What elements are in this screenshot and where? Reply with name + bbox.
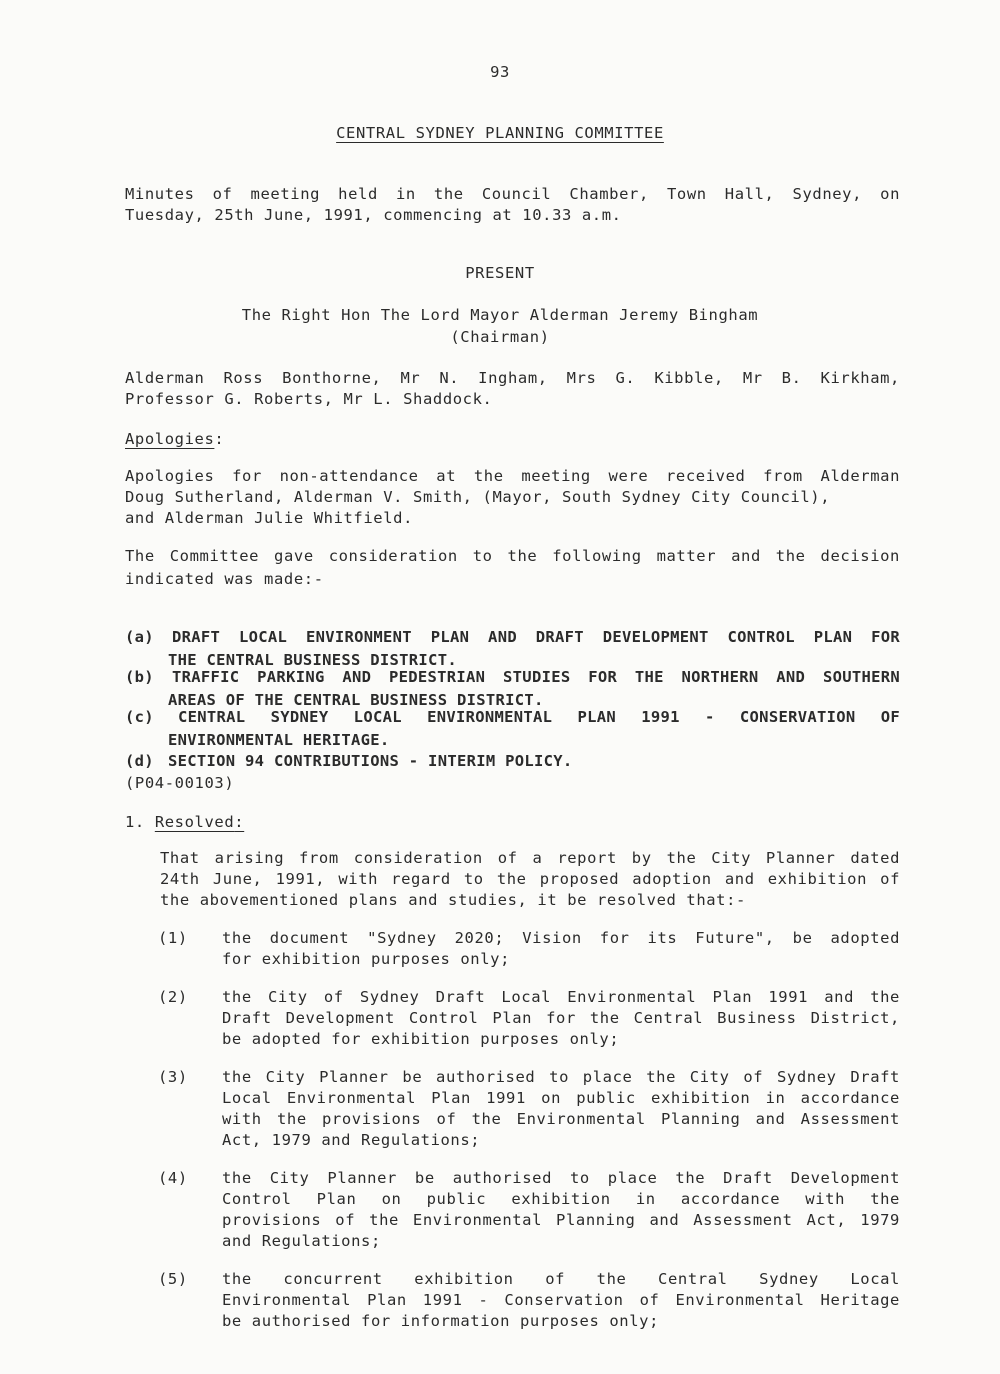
apologies-heading-text: Apologies [125, 430, 215, 448]
matter-c-line-2: ENVIRONMENTAL HERITAGE. [168, 731, 390, 749]
apologies-line-3: and Alderman Julie Whitfield. [125, 509, 414, 527]
intro-line-2: Tuesday, 25th June, 1991, commencing at 10.33 a.m. [125, 206, 622, 224]
consideration-line-1: The Committee gave consideration to the following matter and the decision [125, 547, 900, 565]
present-heading: PRESENT [465, 264, 535, 282]
resolution-item-3-line-1: the City Planner be authorised to place the City of Sydney Draft [222, 1068, 900, 1086]
resolution-item-1-label: (1) [158, 929, 188, 947]
resolution-item-4-line-3: provisions of the Environmental Planning and Assessment Act, 1979 [222, 1211, 900, 1229]
apologies-line-1: Apologies for non-attendance at the meeting were received from Alderman [125, 467, 900, 485]
matter-b-line-2: AREAS OF THE CENTRAL BUSINESS DISTRICT. [168, 691, 544, 709]
apologies-line-2: Doug Sutherland, Alderman V. Smith, (Mayor, South Sydney City Council), [125, 488, 831, 506]
resolution-line-3: the abovementioned plans and studies, it be resolved that:- [160, 891, 746, 909]
resolution-item-5-line-1: the concurrent exhibition of the Central Sydney Local [222, 1270, 900, 1288]
resolution-heading [125, 812, 244, 832]
committee-title [0, 123, 1000, 143]
file-reference: (P04-00103) [125, 774, 235, 792]
resolution-item-1-line-1: the document "Sydney 2020; Vision for its Future", be adopted [222, 929, 900, 947]
consideration-line-2: indicated was made:- [125, 570, 324, 588]
resolution-line-2: 24th June, 1991, with regard to the proposed adoption and exhibition of [160, 870, 900, 888]
resolution-item-5-label: (5) [158, 1270, 188, 1288]
resolution-line-1: That arising from consideration of a report by the City Planner dated [160, 849, 900, 867]
resolution-item-1-line-2: for exhibition purposes only; [222, 950, 511, 968]
resolution-item-5-line-3: be authorised for information purposes only; [222, 1312, 659, 1330]
resolution-number: 1. [125, 813, 145, 831]
matter-a-line-2: THE CENTRAL BUSINESS DISTRICT. [168, 651, 457, 669]
resolution-item-2-line-1: the City of Sydney Draft Local Environmental Plan 1991 and the [222, 988, 900, 1006]
matter-d-label: (d) [125, 752, 154, 770]
resolution-item-2-line-2: Draft Development Control Plan for the Central Business District, [222, 1009, 900, 1027]
matter-a-line-1: DRAFT LOCAL ENVIRONMENT PLAN AND DRAFT DEVELOPMENT CONTROL PLAN FOR [172, 628, 900, 646]
page-number: 93 [490, 63, 510, 81]
matter-c-line-1: CENTRAL SYDNEY LOCAL ENVIRONMENTAL PLAN 1991 - CONSERVATION OF [178, 708, 900, 726]
resolution-item-4-line-2: Control Plan on public exhibition in accordance with the [222, 1190, 900, 1208]
matter-c-label: (c) [125, 708, 154, 726]
resolution-item-4-line-1: the City Planner be authorised to place the Draft Development [222, 1169, 900, 1187]
matter-d-line-1: SECTION 94 CONTRIBUTIONS - INTERIM POLICY. [168, 752, 573, 770]
resolution-item-3-label: (3) [158, 1068, 188, 1086]
resolution-item-4-line-4: and Regulations; [222, 1232, 381, 1250]
matter-a-label: (a) [125, 628, 154, 646]
resolution-item-3-line-4: Act, 1979 and Regulations; [222, 1131, 481, 1149]
resolution-item-4-label: (4) [158, 1169, 188, 1187]
intro-line-1: Minutes of meeting held in the Council Chamber, Town Hall, Sydney, on [125, 185, 900, 203]
committee-title-text: CENTRAL SYDNEY PLANNING COMMITTEE [336, 124, 664, 142]
resolution-heading-text: Resolved [154, 813, 235, 831]
resolution-item-2-line-3: be adopted for exhibition purposes only; [222, 1030, 620, 1048]
resolution-item-2-label: (2) [158, 988, 188, 1006]
resolution-colon: : [234, 813, 245, 831]
resolution-item-5-line-2: Environmental Plan 1991 - Conservation of Environmental Heritage [222, 1291, 900, 1309]
chairman-line: The Right Hon The Lord Mayor Alderman Jeremy Bingham [241, 306, 759, 324]
matter-b-line-1: TRAFFIC PARKING AND PEDESTRIAN STUDIES FOR THE NORTHERN AND SOUTHERN [172, 668, 900, 686]
matter-b-label: (b) [125, 668, 154, 686]
apologies-heading [125, 429, 224, 449]
apologies-colon: : [214, 430, 225, 448]
members-line-1: Alderman Ross Bonthorne, Mr N. Ingham, Mrs G. Kibble, Mr B. Kirkham, [125, 369, 900, 387]
members-line-2: Professor G. Roberts, Mr L. Shaddock. [125, 390, 493, 408]
chairman-role: (Chairman) [450, 328, 550, 346]
resolution-item-3-line-2: Local Environmental Plan 1991 on public exhibition in accordance [222, 1089, 900, 1107]
resolution-item-3-line-3: with the provisions of the Environmental Planning and Assessment [222, 1110, 900, 1128]
